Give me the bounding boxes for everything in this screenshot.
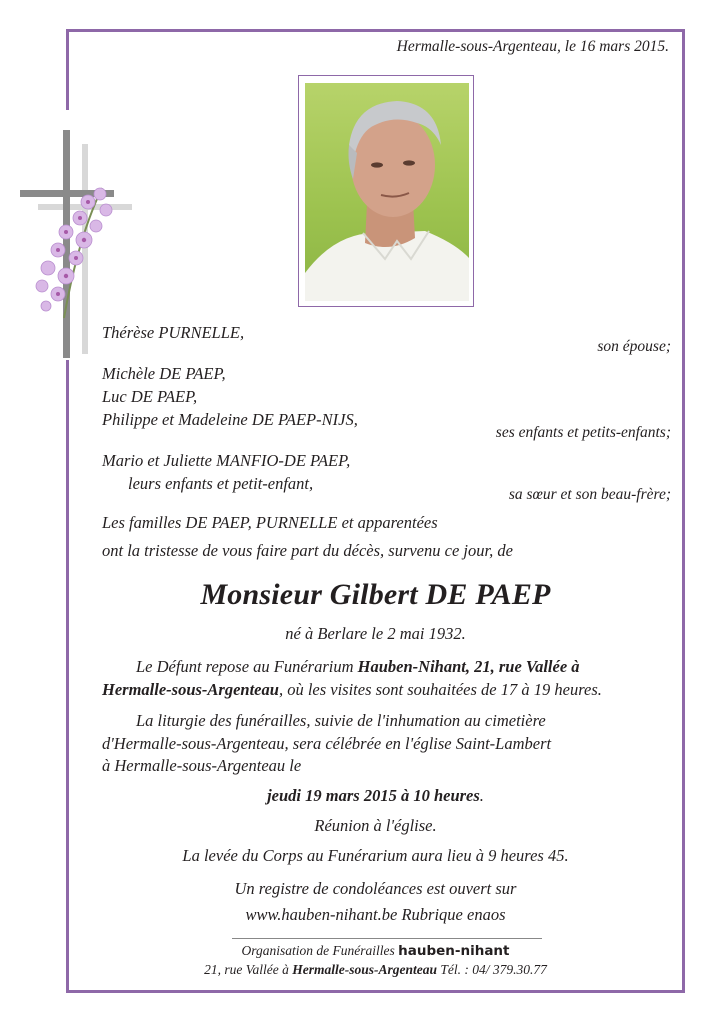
condolences-line-1: Un registre de condoléances est ouvert sur <box>234 879 517 898</box>
child-name-1: Michèle DE PAEP, <box>102 364 226 383</box>
ceremony-date: jeudi 19 mars 2015 à 10 heures <box>267 786 480 805</box>
levee-line: La levée du Corps au Funérarium aura lieu à 9 heures 45. <box>182 846 569 865</box>
families-line: Les familles DE PAEP, PURNELLE et apparentées <box>102 513 438 532</box>
condolences-link[interactable]: www.hauben-nihant.be Rubrique enaos <box>245 905 506 924</box>
spouse-relation: son épouse; <box>597 338 671 355</box>
liturgy-paragraph <box>102 710 672 778</box>
place-date: Hermalle-sous-Argenteau, le 16 mars 2015. <box>396 38 669 55</box>
birth-line: né à Berlare le 2 mai 1932. <box>285 624 466 643</box>
liturgy-line-3: à Hermalle-sous-Argenteau le <box>102 756 302 775</box>
funeral-home-town: Hermalle-sous-Argenteau <box>102 679 279 699</box>
visiting-hours: , où les visites sont souhaitées de 17 à 19 heures. <box>278 679 602 699</box>
ceremony-date-suffix: . <box>479 786 484 805</box>
deceased-name: Monsieur Gilbert DE PAEP <box>200 578 551 611</box>
child-name-3: Philippe et Madeleine DE PAEP-NIJS, <box>102 410 358 429</box>
ceremony-date-line <box>66 786 685 806</box>
footer-address-prefix: 21, rue Vallée à <box>204 962 293 977</box>
footer-brand: hauben-nihant <box>398 943 510 959</box>
child-name-2: Luc DE PAEP, <box>102 387 198 406</box>
sibling-name: Mario et Juliette MANFIO-DE PAEP, <box>102 451 351 470</box>
portrait-photo <box>298 75 474 307</box>
liturgy-line-1: La liturgie des funérailles, suivie de l'inhumation au cimetière <box>136 711 546 730</box>
footer-org-prefix: Organisation de Funérailles <box>241 943 399 958</box>
footer-address <box>66 962 685 978</box>
footer-organisation <box>66 943 685 959</box>
viewing-intro: Le Défunt repose au Funérarium <box>136 657 358 676</box>
footer-phone: Tél. : 04/ 379.30.77 <box>437 962 547 977</box>
liturgy-line-2: d'Hermalle-sous-Argenteau, sera célébrée en l'église Saint-Lambert <box>102 733 552 753</box>
sibling-relation: sa sœur et son beau-frère; <box>508 486 671 503</box>
footer-divider <box>232 938 542 939</box>
announcement-line: ont la tristesse de vous faire part du décès, survenu ce jour, de <box>102 541 513 560</box>
spouse-name: Thérèse PURNELLE, <box>102 323 245 342</box>
sibling-children: leurs enfants et petit-enfant, <box>128 474 314 493</box>
meeting-line: Réunion à l'église. <box>314 816 437 835</box>
footer-address-town: Hermalle-sous-Argenteau <box>292 962 437 977</box>
funeral-home-address: Hauben-Nihant, 21, rue Vallée à <box>357 657 580 676</box>
viewing-paragraph <box>102 656 672 701</box>
children-relation: ses enfants et petits-enfants; <box>495 424 671 441</box>
